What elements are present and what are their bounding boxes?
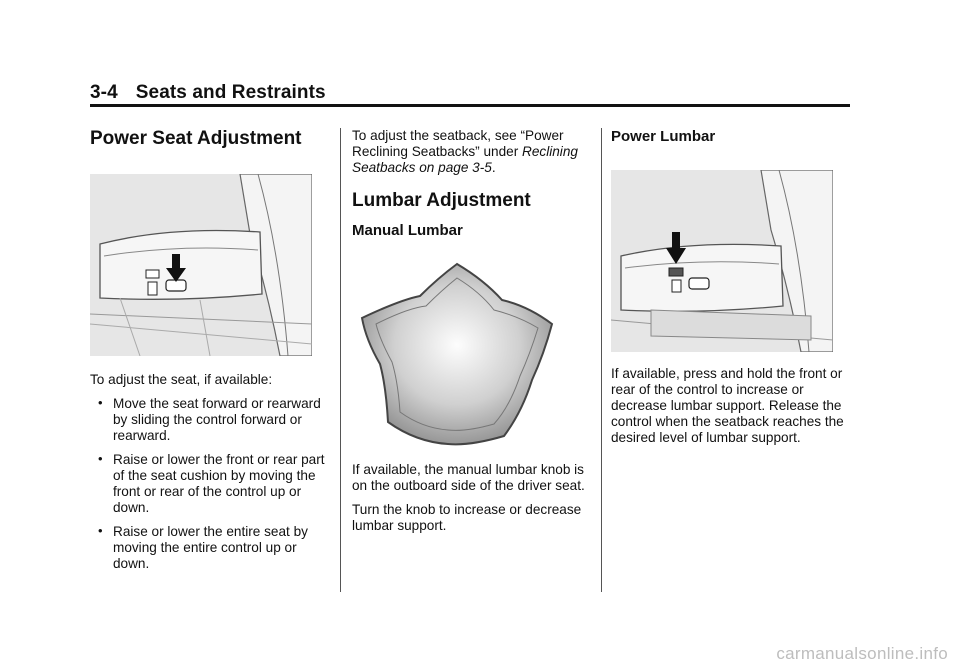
seat-control-illustration <box>90 174 325 356</box>
column-power-seat <box>90 128 325 572</box>
page-header <box>90 82 850 104</box>
manual-lumbar-para1: If available, the manual lumbar knob is on the outboard side of the driver seat. <box>352 462 585 493</box>
power-lumbar-para: If available, press and hold the front or rear of the control to increase or decrease lumbar support. Release the control when the seatback reaches the desired level of lumbar support. <box>611 366 844 445</box>
lumbar-knob-illustration <box>352 256 590 448</box>
power-lumbar-heading: Power Lumbar <box>611 128 716 145</box>
list-item: • Move the seat forward or rearward by sliding the control forward or rearward. <box>98 395 321 443</box>
seatback-reference: To adjust the seatback, see “Power Reclining Seatbacks” under Reclining Seatbacks on page 3-5. <box>352 128 578 175</box>
power-seat-heading: Power Seat Adjustment <box>90 128 302 149</box>
manual-lumbar-heading: Manual Lumbar <box>352 222 463 239</box>
list-item: • Raise or lower the entire seat by moving the entire control up or down. <box>98 523 308 571</box>
list-item: • Raise or lower the front or rear part of the seat cushion by moving the front or rear of the control up or down. <box>98 451 325 515</box>
page-number: 3-4 <box>90 82 118 103</box>
power-lumbar-illustration <box>611 170 851 352</box>
reclining-seatbacks-link[interactable]: Reclining Seatbacks on page 3-5 <box>352 144 578 175</box>
manual-lumbar-para2: Turn the knob to increase or decrease lumbar support. <box>352 502 582 533</box>
watermark: carmanualsonline.info <box>776 644 948 663</box>
bullet-icon: • <box>98 523 103 538</box>
column-divider <box>340 128 341 592</box>
power-seat-bullets <box>90 396 325 572</box>
column-power-lumbar <box>611 128 851 446</box>
column-divider <box>601 128 602 592</box>
bullet-icon: • <box>98 451 103 466</box>
header-rule <box>90 104 850 107</box>
seat-illustration-image <box>90 174 312 356</box>
lumbar-adjustment-heading: Lumbar Adjustment <box>352 190 531 211</box>
bullet-icon: • <box>98 395 103 410</box>
column-lumbar <box>352 128 590 534</box>
section-title: Seats and Restraints <box>135 82 326 103</box>
power-lumbar-image <box>611 170 833 352</box>
lumbar-knob-icon <box>352 256 562 448</box>
power-seat-intro: To adjust the seat, if available: <box>90 372 273 387</box>
